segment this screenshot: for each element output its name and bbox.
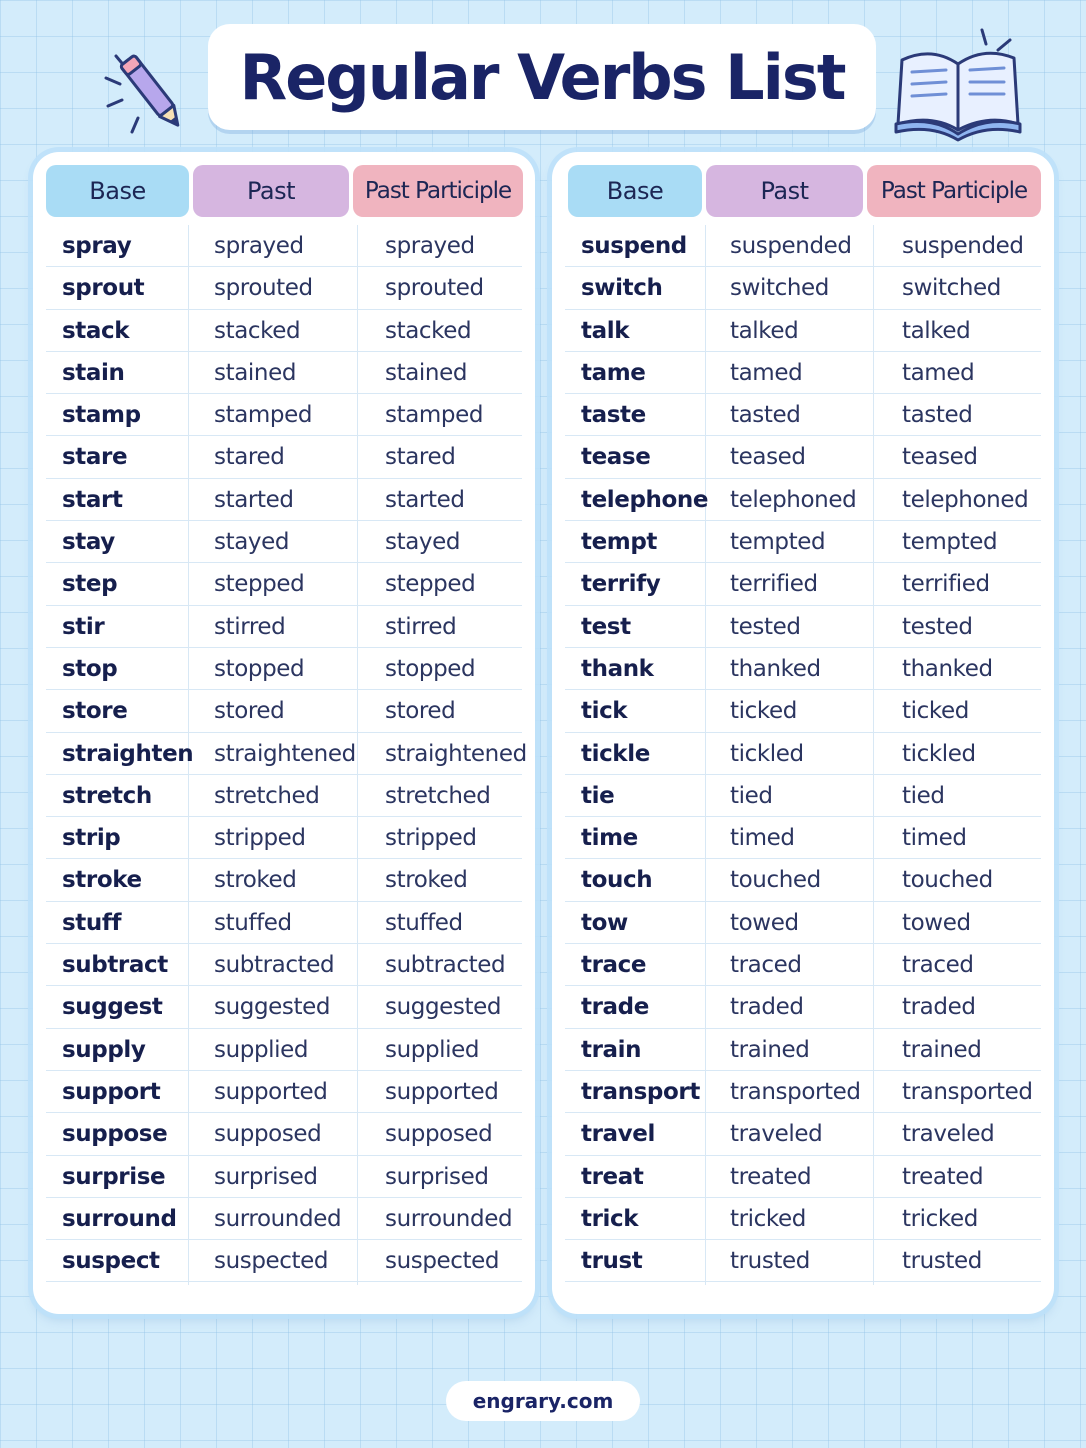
base-form: suggest — [62, 994, 163, 1021]
table-row — [565, 902, 1041, 944]
past-form: trusted — [730, 1248, 811, 1275]
past-form: straightened — [214, 740, 356, 767]
past-participle-form: terrified — [902, 571, 990, 598]
past-form: tamed — [730, 359, 803, 386]
base-form: spray — [62, 233, 132, 259]
past-form: talked — [730, 317, 799, 344]
past-participle-form: transported — [902, 1078, 1033, 1105]
base-form: stare — [62, 444, 128, 471]
past-participle-form: tied — [902, 782, 945, 809]
past-participle-form: stored — [385, 698, 456, 725]
base-form: stuff — [62, 909, 122, 936]
past-form: timed — [730, 825, 795, 852]
base-form: step — [62, 571, 118, 598]
past-form: tested — [730, 613, 801, 640]
past-participle-form: switched — [902, 275, 1001, 302]
past-participle-form: supposed — [385, 1121, 493, 1148]
base-form: test — [581, 613, 631, 640]
pencil-icon — [98, 40, 198, 140]
past-participle-form: stuffed — [385, 909, 463, 936]
table-row — [46, 1113, 522, 1155]
table-row — [565, 817, 1041, 859]
table-row — [46, 733, 527, 775]
past-form: teased — [730, 444, 806, 471]
past-participle-form: suggested — [385, 994, 502, 1021]
table-row — [46, 479, 522, 521]
past-form: started — [214, 486, 294, 513]
past-participle-form: subtracted — [385, 952, 506, 979]
base-form: trade — [581, 994, 649, 1021]
base-form: time — [581, 825, 638, 852]
table-row — [46, 1029, 522, 1071]
table-row — [565, 1113, 1041, 1155]
table-row — [46, 859, 522, 901]
verb-table-left — [33, 152, 535, 1314]
past-participle-form: towed — [902, 909, 971, 936]
table-row — [46, 1071, 522, 1113]
past-participle-form: talked — [902, 317, 971, 344]
table-row — [565, 1071, 1041, 1113]
table-row — [46, 436, 522, 478]
table-row — [565, 1156, 1041, 1198]
header-base: Base — [46, 165, 189, 217]
page-title: Regular Verbs List — [239, 40, 845, 114]
open-book-icon — [892, 24, 1026, 142]
past-participle-form: suspected — [385, 1248, 500, 1275]
past-form: tricked — [730, 1205, 806, 1232]
base-form: trick — [581, 1205, 639, 1232]
base-form: trust — [581, 1248, 643, 1275]
table-row — [46, 310, 522, 352]
base-form: stroke — [62, 867, 142, 894]
past-participle-form: started — [385, 486, 465, 513]
past-form: transported — [730, 1078, 861, 1105]
base-form: tick — [581, 698, 628, 725]
past-participle-form: stretched — [385, 782, 491, 809]
table-row — [565, 775, 1041, 817]
past-form: suspended — [730, 233, 852, 259]
table-row — [565, 690, 1041, 732]
table-row — [46, 1198, 522, 1240]
past-participle-form: tempted — [902, 529, 998, 556]
base-form: touch — [581, 867, 653, 894]
past-participle-form: sprayed — [385, 233, 475, 259]
past-participle-form: tricked — [902, 1205, 978, 1232]
past-participle-form: supplied — [385, 1036, 480, 1063]
past-participle-form: stopped — [385, 655, 476, 682]
past-form: touched — [730, 867, 821, 894]
past-form: telephoned — [730, 486, 857, 513]
base-form: stamp — [62, 402, 141, 429]
table-row — [46, 944, 522, 986]
table-row — [565, 1029, 1041, 1071]
table-row — [46, 267, 522, 309]
header-past: Past — [706, 165, 863, 217]
table-body — [565, 225, 1041, 1282]
base-form: talk — [581, 317, 630, 344]
base-form: support — [62, 1078, 161, 1105]
past-participle-form: supported — [385, 1078, 499, 1105]
table-row — [46, 648, 522, 690]
past-participle-form: treated — [902, 1163, 984, 1190]
past-form: surprised — [214, 1163, 318, 1190]
past-form: thanked — [730, 655, 821, 682]
past-participle-form: traveled — [902, 1121, 995, 1148]
past-form: trained — [730, 1036, 810, 1063]
base-form: suspect — [62, 1248, 160, 1275]
base-form: terrify — [581, 571, 661, 598]
past-participle-form: tamed — [902, 359, 975, 386]
past-participle-form: trusted — [902, 1248, 983, 1275]
table-row — [565, 606, 1041, 648]
past-form: tied — [730, 782, 773, 809]
past-participle-form: trained — [902, 1036, 982, 1063]
base-form: transport — [581, 1078, 700, 1105]
header-base: Base — [568, 165, 702, 217]
past-participle-form: thanked — [902, 655, 993, 682]
base-form: straighten — [62, 740, 194, 767]
table-row — [46, 225, 522, 267]
past-participle-form: touched — [902, 867, 993, 894]
past-participle-form: tickled — [902, 740, 976, 767]
past-participle-form: traced — [902, 952, 974, 979]
base-form: thank — [581, 655, 654, 682]
past-participle-form: stacked — [385, 317, 472, 344]
past-form: subtracted — [214, 952, 335, 979]
past-form: suspected — [214, 1248, 329, 1275]
base-form: stack — [62, 317, 130, 344]
base-form: surround — [62, 1205, 177, 1232]
base-form: stir — [62, 613, 105, 640]
past-participle-form: stepped — [385, 571, 476, 598]
past-participle-form: stayed — [385, 529, 461, 556]
base-form: stretch — [62, 782, 152, 809]
table-row — [565, 648, 1041, 690]
past-form: stacked — [214, 317, 301, 344]
base-form: sprout — [62, 275, 145, 302]
base-form: start — [62, 486, 123, 513]
past-form: stayed — [214, 529, 290, 556]
past-participle-form: stared — [385, 444, 456, 471]
past-form: stepped — [214, 571, 305, 598]
table-row — [565, 859, 1041, 901]
table-row — [565, 521, 1041, 563]
table-row — [46, 775, 522, 817]
past-form: stretched — [214, 782, 320, 809]
table-row — [565, 267, 1041, 309]
past-participle-form: timed — [902, 825, 967, 852]
past-participle-form: surprised — [385, 1163, 489, 1190]
past-form: traded — [730, 994, 804, 1021]
past-form: terrified — [730, 571, 818, 598]
past-form: traced — [730, 952, 802, 979]
past-participle-form: stamped — [385, 402, 484, 429]
base-form: telephone — [581, 486, 709, 513]
past-form: stared — [214, 444, 285, 471]
past-form: tasted — [730, 402, 801, 429]
past-form: ticked — [730, 698, 797, 725]
past-form: stamped — [214, 402, 313, 429]
table-row — [565, 436, 1041, 478]
table-row — [565, 225, 1041, 267]
table-row — [565, 1198, 1041, 1240]
base-form: tow — [581, 909, 628, 936]
past-participle-form: surrounded — [385, 1205, 513, 1232]
table-row — [565, 310, 1041, 352]
table-row — [46, 690, 522, 732]
table-row — [46, 352, 522, 394]
past-form: tempted — [730, 529, 826, 556]
past-form: tickled — [730, 740, 804, 767]
past-form: stroked — [214, 867, 297, 894]
table-row — [46, 606, 522, 648]
table-row — [565, 352, 1041, 394]
base-form: tie — [581, 782, 615, 809]
past-form: supposed — [214, 1121, 322, 1148]
base-form: tempt — [581, 529, 658, 556]
past-participle-form: telephoned — [902, 486, 1029, 513]
past-form: surrounded — [214, 1205, 342, 1232]
table-body — [46, 225, 527, 1282]
base-form: suspend — [581, 233, 687, 259]
base-form: treat — [581, 1163, 644, 1190]
table-row — [46, 394, 522, 436]
past-participle-form: stirred — [385, 613, 457, 640]
base-form: store — [62, 698, 128, 725]
base-form: train — [581, 1036, 642, 1063]
base-form: supply — [62, 1036, 146, 1063]
header-past: Past — [193, 165, 349, 217]
base-form: trace — [581, 952, 647, 979]
past-participle-form: stripped — [385, 825, 477, 852]
header-past-participle: Past Participle — [353, 165, 523, 217]
table-row — [46, 986, 522, 1028]
past-form: stripped — [214, 825, 306, 852]
past-form: supplied — [214, 1036, 309, 1063]
table-row — [46, 902, 522, 944]
past-form: sprayed — [214, 233, 304, 259]
past-participle-form: tasted — [902, 402, 973, 429]
footer-site-label: engrary.com — [446, 1381, 640, 1421]
table-row — [46, 521, 522, 563]
base-form: tame — [581, 359, 646, 386]
table-row — [565, 986, 1041, 1028]
base-form: suppose — [62, 1121, 168, 1148]
past-participle-form: sprouted — [385, 275, 484, 302]
table-row — [46, 563, 522, 605]
past-participle-form: stained — [385, 359, 468, 386]
verb-table-right — [552, 152, 1054, 1314]
table-row — [565, 394, 1041, 436]
base-form: switch — [581, 275, 663, 302]
past-participle-form: teased — [902, 444, 978, 471]
table-row — [46, 1156, 522, 1198]
table-row — [565, 563, 1041, 605]
past-participle-form: ticked — [902, 698, 969, 725]
past-form: stopped — [214, 655, 305, 682]
table-row — [565, 733, 1041, 775]
title-banner — [208, 24, 876, 130]
past-form: sprouted — [214, 275, 313, 302]
base-form: tickle — [581, 740, 650, 767]
header-past-participle: Past Participle — [867, 165, 1041, 217]
table-row — [565, 1240, 1041, 1282]
base-form: tease — [581, 444, 651, 471]
past-participle-form: tested — [902, 613, 973, 640]
past-participle-form: suspended — [902, 233, 1024, 259]
base-form: surprise — [62, 1163, 166, 1190]
base-form: stay — [62, 529, 115, 556]
past-form: supported — [214, 1078, 328, 1105]
base-form: taste — [581, 402, 646, 429]
past-participle-form: stroked — [385, 867, 468, 894]
past-form: stirred — [214, 613, 286, 640]
base-form: stain — [62, 359, 125, 386]
table-row — [565, 479, 1041, 521]
past-participle-form: traded — [902, 994, 976, 1021]
past-form: traveled — [730, 1121, 823, 1148]
table-row — [46, 1240, 522, 1282]
table-row — [565, 944, 1041, 986]
past-form: stained — [214, 359, 297, 386]
past-form: treated — [730, 1163, 812, 1190]
base-form: travel — [581, 1121, 655, 1148]
past-participle-form: straightened — [385, 740, 527, 767]
past-form: suggested — [214, 994, 331, 1021]
base-form: stop — [62, 655, 118, 682]
base-form: subtract — [62, 952, 168, 979]
base-form: strip — [62, 825, 121, 852]
past-form: stuffed — [214, 909, 292, 936]
table-row — [46, 817, 522, 859]
past-form: towed — [730, 909, 799, 936]
past-form: switched — [730, 275, 829, 302]
past-form: stored — [214, 698, 285, 725]
